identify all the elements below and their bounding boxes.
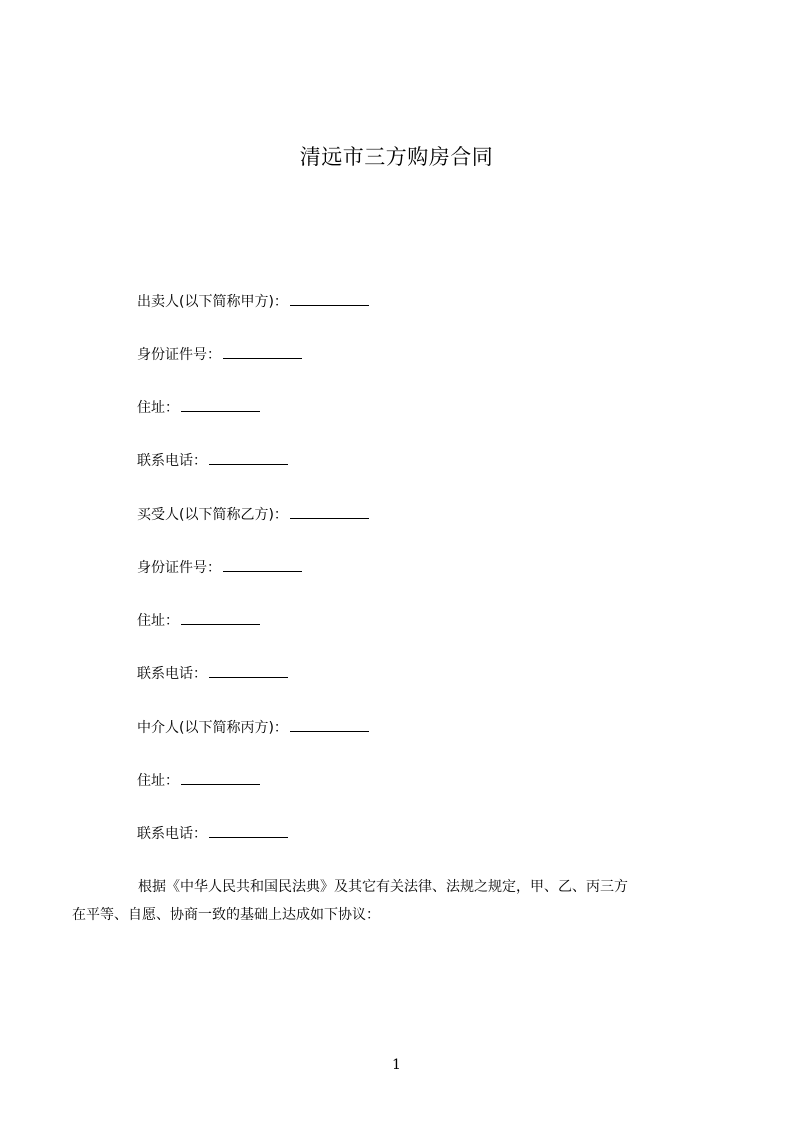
fill-in-blank	[223, 345, 302, 359]
buyer-address-field	[137, 611, 260, 631]
field-label: 住址：	[137, 773, 179, 789]
fill-in-blank	[290, 292, 369, 306]
field-label: 身份证件号：	[137, 560, 221, 576]
fill-in-blank	[209, 824, 288, 838]
intro-line-1: 根据《中华人民共和国民法典》及其它有关法律、法规之规定，甲、乙、丙三方	[138, 879, 628, 895]
buyer-id-field	[137, 558, 302, 578]
buyer-phone-field	[137, 664, 288, 684]
field-label: 联系电话：	[137, 453, 207, 469]
agent-address-field	[137, 771, 260, 791]
seller-name-field	[137, 292, 369, 312]
field-label: 出卖人(以下简称甲方)：	[137, 294, 288, 310]
buyer-name-field	[137, 505, 369, 525]
document-title: 清远市三方购房合同	[299, 145, 494, 169]
fill-in-blank	[181, 771, 260, 785]
fill-in-blank	[181, 398, 260, 412]
field-label: 联系电话：	[137, 826, 207, 842]
page-number: 1	[392, 1057, 401, 1073]
field-label: 买受人(以下简称乙方)：	[137, 507, 288, 523]
field-label: 住址：	[137, 613, 179, 629]
field-label: 住址：	[137, 400, 179, 416]
seller-phone-field	[137, 451, 288, 471]
fill-in-blank	[290, 718, 369, 732]
agent-phone-field	[137, 824, 288, 844]
intro-paragraph	[72, 873, 705, 929]
fill-in-blank	[209, 451, 288, 465]
field-label: 身份证件号：	[137, 347, 221, 363]
seller-address-field	[137, 398, 260, 418]
fill-in-blank	[181, 611, 260, 625]
fill-in-blank	[209, 664, 288, 678]
intro-line-2: 在平等、自愿、协商一致的基础上达成如下协议：	[72, 907, 380, 923]
field-label: 联系电话：	[137, 666, 207, 682]
agent-name-field	[137, 718, 369, 738]
seller-id-field	[137, 345, 302, 365]
field-label: 中介人(以下简称丙方)：	[137, 720, 288, 736]
fill-in-blank	[223, 558, 302, 572]
fill-in-blank	[290, 505, 369, 519]
